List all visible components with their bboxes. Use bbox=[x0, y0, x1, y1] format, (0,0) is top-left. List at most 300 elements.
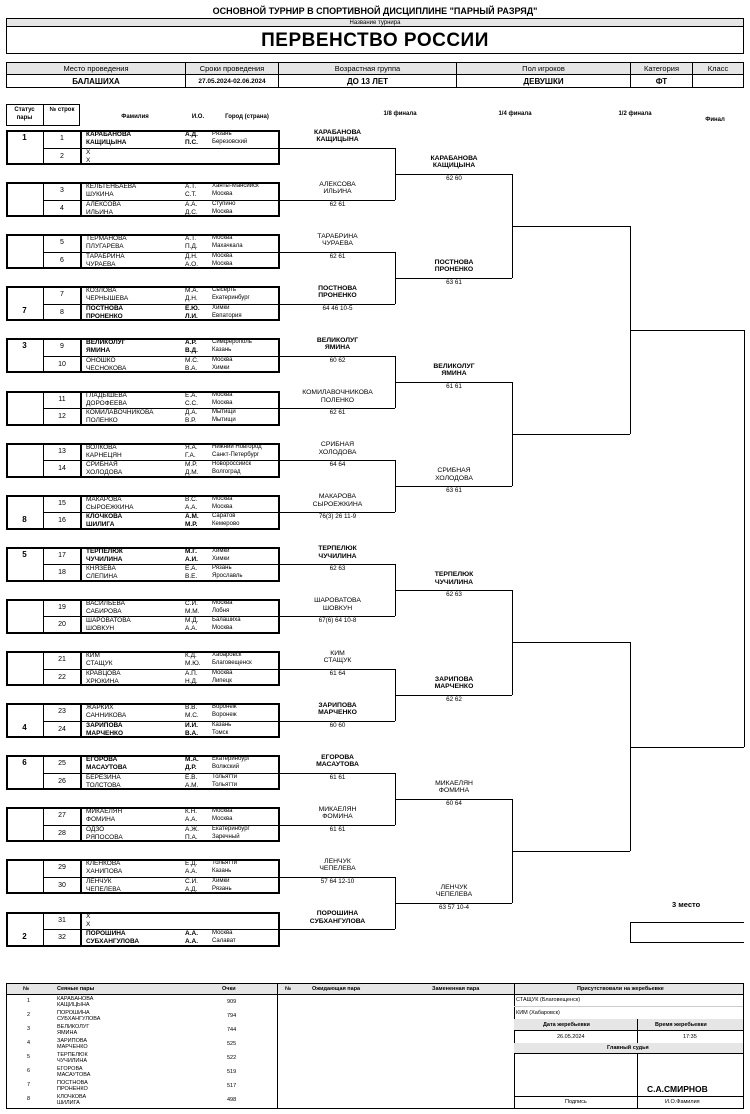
r16-score: 60 60 bbox=[329, 721, 346, 729]
row-divider bbox=[43, 929, 280, 930]
draw-person: СТАЩУК (Благовещенск) bbox=[516, 997, 581, 1003]
col-status: Статус пары bbox=[14, 107, 35, 121]
player-surname: ТЕРМАНОВА bbox=[86, 235, 127, 243]
player-city: Москва bbox=[212, 356, 233, 363]
player-surname: КАРАБАНОВА bbox=[86, 131, 132, 138]
col-surname: Фамилия bbox=[121, 114, 149, 120]
divider-1 bbox=[277, 984, 278, 1108]
r16-winner: ЗАРИПОВА bbox=[318, 701, 357, 709]
row-number: 13 bbox=[58, 447, 66, 455]
player-initials: М.С. bbox=[185, 356, 199, 364]
seed-pair: ПОСТНОВА bbox=[57, 1080, 88, 1086]
qf-score: 63 61 bbox=[446, 487, 462, 495]
player-surname: ПЛУГАРЕВА bbox=[86, 243, 124, 251]
player-city: Лобня bbox=[212, 607, 230, 614]
line bbox=[514, 1096, 743, 1097]
qf-winner: ВЕЛИКОЛУГ bbox=[433, 362, 475, 370]
row-number: 30 bbox=[58, 881, 66, 889]
player-city: Москва bbox=[212, 260, 233, 267]
player-city: Екатеринбург bbox=[212, 295, 250, 302]
line bbox=[514, 1006, 743, 1007]
col-io: И.О. bbox=[191, 114, 205, 120]
player-city: Липецк bbox=[212, 677, 232, 684]
r16-line bbox=[280, 148, 395, 149]
seed-number: 6 bbox=[27, 1068, 31, 1074]
sign-label: Подпись bbox=[565, 1099, 587, 1105]
seed-pair: КАРАБАНОВА bbox=[57, 996, 94, 1002]
r16-winner: МАКАРОВА bbox=[318, 493, 357, 501]
player-city: Москва bbox=[212, 808, 233, 815]
r16-score: 62 61 bbox=[329, 200, 346, 208]
player-surname: Х bbox=[86, 912, 91, 920]
qf-score: 61 61 bbox=[446, 382, 462, 390]
player-city: Хабаровск bbox=[212, 652, 242, 658]
player-surname: ХОЛОДОВА bbox=[86, 469, 123, 477]
pair-status: 7 bbox=[22, 306, 27, 316]
col-city: Город (страна) bbox=[225, 114, 269, 120]
player-surname: ПОЛЕНКО bbox=[86, 417, 118, 424]
r16-winner: МАРЧЕНКО bbox=[318, 709, 357, 717]
player-initials: Е.Д. bbox=[185, 860, 198, 868]
player-initials: Л.И. bbox=[185, 312, 198, 320]
player-city: Казань bbox=[212, 721, 232, 728]
seed-number: 7 bbox=[27, 1082, 31, 1088]
qf-winner: ФОМИНА bbox=[438, 787, 470, 795]
seed-pair: ВЕЛИКОЛУГ bbox=[57, 1024, 90, 1030]
player-surname: ОНОШКО bbox=[86, 356, 116, 364]
player-surname: ХАНИПОВА bbox=[86, 868, 123, 876]
player-initials: М.Р. bbox=[185, 521, 198, 529]
seed-pair: ЧУЧИЛИНА bbox=[57, 1058, 87, 1064]
seed-points: 744 bbox=[227, 1027, 237, 1033]
info-category: Категория ФТ bbox=[630, 62, 693, 88]
third-place-line-bottom bbox=[630, 942, 744, 943]
player-surname: ФОМИНА bbox=[86, 816, 116, 824]
seed-pair: ШИЛИГА bbox=[57, 1100, 80, 1106]
seed-pair: ЕГОРОВА bbox=[57, 1066, 83, 1072]
seed-points: 517 bbox=[227, 1083, 237, 1089]
r16-winner: СУБХАНГУЛОВА bbox=[309, 917, 366, 925]
player-initials: А.А. bbox=[185, 868, 198, 876]
row-number: 28 bbox=[58, 829, 66, 837]
player-surname: ПОРОШИНА bbox=[86, 930, 126, 937]
player-surname: ДОРОФЕЕВА bbox=[86, 399, 127, 407]
tournament-name-label: Название турнира bbox=[6, 18, 744, 27]
player-surname: САННИКОВА bbox=[86, 712, 127, 720]
player-city: Москва bbox=[212, 191, 233, 198]
r16-winner: ЕГОРОВА bbox=[321, 753, 354, 761]
player-surname: ЕГОРОВА bbox=[86, 756, 118, 764]
player-surname: ШИЛИГА bbox=[86, 521, 115, 529]
player-initials: А.М. bbox=[185, 781, 199, 789]
seed-number: 2 bbox=[27, 1012, 31, 1018]
qf-winner: МАРЧЕНКО bbox=[434, 683, 474, 691]
player-initials: М.Р. bbox=[185, 461, 198, 469]
row-number: 5 bbox=[60, 239, 64, 247]
pair-status: 2 bbox=[22, 931, 27, 941]
player-city: Ярославль bbox=[212, 573, 243, 580]
player-city: Химки bbox=[212, 304, 230, 311]
player-city: Москва bbox=[212, 625, 233, 632]
row-divider bbox=[43, 148, 280, 149]
row-divider bbox=[43, 877, 280, 878]
time-label: Время жеребьевки bbox=[655, 1022, 707, 1028]
player-initials: А.Т. bbox=[185, 183, 197, 191]
r16-winner: ФОМИНА bbox=[322, 813, 353, 821]
row-divider bbox=[43, 616, 280, 617]
row-number: 9 bbox=[60, 343, 64, 351]
player-surname: МИКАЕЛЯН bbox=[86, 808, 123, 816]
col-r16: 1/8 финала bbox=[383, 111, 417, 117]
qf-score: 62 63 bbox=[446, 591, 462, 599]
player-surname: СТАЩУК bbox=[86, 660, 113, 667]
seed-pair: ЯМИНА bbox=[57, 1030, 78, 1036]
player-initials: А.П. bbox=[185, 669, 198, 677]
player-city: Химки bbox=[212, 364, 230, 371]
r16-winner: ПОЛЕНКО bbox=[320, 396, 355, 404]
r16-score: 60 62 bbox=[329, 356, 346, 364]
player-surname: ХРЮКИНА bbox=[86, 677, 119, 685]
row-number: 8 bbox=[60, 308, 64, 316]
player-city: Москва bbox=[212, 252, 233, 259]
player-surname: ВАСИЛЬЕВА bbox=[86, 599, 125, 607]
col-qf: 1/4 финала bbox=[498, 111, 532, 117]
player-surname: ЯМИНА bbox=[86, 347, 111, 355]
player-initials: М.С. bbox=[185, 712, 199, 720]
player-initials: С.Т. bbox=[185, 191, 197, 199]
info-age-group: Возрастная группа ДО 13 ЛЕТ bbox=[278, 62, 457, 88]
player-surname: ИЛЬИНА bbox=[86, 208, 113, 216]
player-surname: Х bbox=[86, 156, 91, 164]
player-city: Химки bbox=[212, 555, 230, 562]
player-city: Москва bbox=[212, 669, 233, 676]
row-number: 24 bbox=[58, 725, 66, 733]
player-city: Москва bbox=[212, 235, 233, 242]
row-number: 17 bbox=[58, 551, 66, 559]
player-initials: М.М. bbox=[185, 607, 200, 615]
row-number: 3 bbox=[60, 187, 64, 195]
player-surname: СЛЕПИНА bbox=[86, 573, 118, 581]
player-initials: П.Д. bbox=[185, 243, 198, 251]
final-connector bbox=[744, 330, 745, 747]
player-city: Москва bbox=[212, 495, 233, 502]
player-initials: Д.С. bbox=[185, 208, 198, 216]
row-divider bbox=[43, 512, 280, 513]
pair-status: 5 bbox=[22, 549, 27, 559]
qf-score: 63 61 bbox=[446, 278, 462, 286]
player-city: Москва bbox=[212, 930, 233, 936]
player-city: Нижний Новгород bbox=[212, 443, 262, 450]
row-number: 10 bbox=[58, 360, 66, 368]
player-city: Волжский bbox=[212, 764, 240, 771]
player-city: Рязань bbox=[212, 131, 232, 137]
seed-pair: ПРОНЕНКО bbox=[57, 1086, 88, 1092]
r16-winner: СТАЩУК bbox=[323, 657, 352, 664]
info-venue: Место проведения БАЛАШИХА bbox=[6, 62, 186, 88]
row-divider bbox=[43, 721, 280, 722]
player-surname: ЧЕПЕЛЕВА bbox=[86, 885, 121, 893]
player-surname: МАКАРОВА bbox=[86, 495, 122, 503]
r16-winner: ШАРОВАТОВА bbox=[314, 597, 361, 605]
player-surname: ПОСТНОВА bbox=[86, 304, 124, 312]
r16-winner: ЛЕНЧУК bbox=[324, 857, 351, 865]
r16-winner: ХОЛОДОВА bbox=[318, 448, 357, 456]
qf-winner: ХОЛОДОВА bbox=[435, 474, 473, 482]
r16-line bbox=[280, 929, 395, 930]
draw-date: 26.05.2024 bbox=[557, 1034, 585, 1040]
seed-pair: ЗАРИПОВА bbox=[57, 1038, 87, 1044]
player-surname: КНЯЗЕВА bbox=[86, 565, 116, 573]
r16-winner: ЧЕПЕЛЕВА bbox=[319, 865, 356, 873]
row-number: 12 bbox=[58, 413, 66, 420]
r16-winner: КИМ bbox=[330, 649, 345, 657]
player-initials: А.О. bbox=[185, 260, 199, 268]
player-surname: КАЩИЦЫНА bbox=[86, 139, 127, 146]
player-initials: А.А. bbox=[185, 625, 198, 633]
r16-score: 61 64 bbox=[329, 669, 346, 677]
sf-line bbox=[512, 434, 630, 435]
r16-winner: КАРАБАНОВА bbox=[313, 128, 362, 136]
player-surname: ЧУРАЕВА bbox=[86, 260, 116, 268]
player-initials: М.Г. bbox=[185, 547, 197, 555]
pair-status: 4 bbox=[22, 723, 27, 733]
player-surname: ЗАРИПОВА bbox=[86, 721, 123, 729]
r16-score: 64 46 10-5 bbox=[322, 304, 353, 312]
third-place-line-top bbox=[630, 922, 744, 923]
player-city: Заречный bbox=[212, 833, 240, 840]
qf-winner: ПОСТНОВА bbox=[434, 258, 474, 266]
player-surname: ТЕРПЕЛЮК bbox=[86, 547, 123, 555]
player-surname: ВЕЛИКОЛУГ bbox=[86, 339, 126, 347]
judge-name: С.А.СМИРНОВ bbox=[647, 1084, 708, 1094]
player-initials: А.М. bbox=[185, 513, 199, 521]
player-initials: В.А. bbox=[185, 729, 198, 737]
player-city: Новороссийск bbox=[212, 461, 252, 468]
player-city: Тольятти bbox=[212, 773, 238, 780]
player-initials: Н.Д. bbox=[185, 677, 198, 685]
r16-winner: ЧУЧИЛИНА bbox=[318, 552, 357, 560]
player-initials: В.Д. bbox=[185, 347, 198, 355]
wait-col-pair: Ожидающая пара bbox=[312, 986, 361, 992]
player-surname: СРИБНАЯ bbox=[86, 461, 118, 469]
player-initials: Е.Ю. bbox=[185, 304, 200, 312]
row-number: 7 bbox=[60, 291, 64, 299]
r16-winner: ВЕЛИКОЛУГ bbox=[316, 336, 359, 344]
player-surname: ВОЛКОВА bbox=[86, 443, 117, 451]
player-city: Казань bbox=[212, 868, 232, 875]
player-initials: Г.А. bbox=[185, 451, 196, 459]
player-city: Волгоград bbox=[212, 469, 241, 476]
player-city: Саратов bbox=[212, 513, 236, 520]
col-final: Финал bbox=[705, 117, 725, 123]
player-surname: ТОЛСТОВА bbox=[86, 781, 121, 789]
player-surname: КОЗЛОВА bbox=[86, 287, 117, 295]
player-city: Химки bbox=[212, 877, 230, 884]
player-surname: ЛЕНЧУК bbox=[86, 877, 112, 885]
seed-pair: ПОРОШИНА bbox=[57, 1010, 90, 1016]
player-initials: П.А. bbox=[185, 833, 198, 841]
player-city: Ханты-Мансийск bbox=[212, 183, 259, 190]
r16-winner: ЧУРАЕВА bbox=[322, 240, 353, 248]
row-number: 18 bbox=[58, 569, 66, 577]
row-number: 21 bbox=[58, 656, 66, 663]
qf-winner: ЛЕНЧУК bbox=[440, 883, 468, 891]
player-city: Рязань bbox=[212, 565, 232, 572]
r16-winner: ТАРАБРИНА bbox=[317, 232, 358, 240]
player-initials: С.И. bbox=[185, 877, 198, 885]
player-initials: А.Д. bbox=[185, 131, 198, 138]
player-city: Рязань bbox=[212, 885, 232, 892]
qf-winner: ЗАРИПОВА bbox=[434, 675, 474, 683]
player-initials: А.Д. bbox=[185, 885, 198, 893]
qf-score: 62 62 bbox=[446, 695, 462, 703]
r16-score: 67(6) 64 10-8 bbox=[318, 617, 357, 625]
player-city: Екатеринбург bbox=[212, 756, 250, 763]
player-initials: А.Р. bbox=[185, 339, 197, 347]
qf-winner: ТЕРПЕЛЮК bbox=[434, 571, 474, 579]
pair-status: 6 bbox=[22, 758, 27, 768]
row-number: 29 bbox=[58, 864, 66, 872]
player-initials: В.А. bbox=[185, 364, 198, 372]
player-initials: Д.Н. bbox=[185, 252, 198, 260]
row-number: 2 bbox=[60, 152, 64, 160]
draw-presence-head: Присутствовали на жеребьевке bbox=[577, 986, 664, 992]
seed-col-pairs: Сеяные пары bbox=[57, 986, 95, 992]
player-city: Воронеж bbox=[212, 712, 237, 719]
line bbox=[514, 1030, 743, 1031]
player-initials: С.И. bbox=[185, 599, 198, 607]
player-city: Благовещенск bbox=[212, 660, 252, 666]
sf-line bbox=[512, 851, 630, 852]
player-surname: МАРЧЕНКО bbox=[86, 729, 124, 737]
player-city: Москва bbox=[212, 399, 233, 406]
row-divider bbox=[43, 669, 280, 670]
seed-points: 794 bbox=[227, 1013, 237, 1019]
seed-number: 1 bbox=[27, 998, 31, 1004]
player-surname: ШОВКУН bbox=[86, 625, 115, 633]
player-initials: М.Ю. bbox=[185, 660, 201, 667]
player-city: Москва bbox=[212, 503, 233, 510]
judge-label: Главный судья bbox=[607, 1045, 649, 1051]
qf-winner: КАРАБАНОВА bbox=[430, 154, 478, 162]
player-surname: КЕЛЬТЕНБАЕВА bbox=[86, 183, 137, 191]
player-city: Салават bbox=[212, 938, 236, 944]
qf-winner: ЯМИНА bbox=[441, 370, 467, 378]
r16-winner: КАЩИЦЫНА bbox=[316, 136, 359, 143]
player-initials: А.А. bbox=[185, 200, 198, 208]
player-initials: М.А. bbox=[185, 756, 199, 764]
player-surname: ШУКИНА bbox=[86, 191, 114, 199]
player-city: Ступино bbox=[212, 200, 236, 207]
wait-col-num: № bbox=[285, 986, 292, 992]
seed-number: 3 bbox=[27, 1026, 31, 1032]
player-surname: ГЛАДЫШЕВА bbox=[86, 391, 127, 399]
info-dates: Сроки проведения 27.05.2024-02.06.2024 bbox=[185, 62, 279, 88]
row-divider bbox=[43, 304, 280, 305]
divider bbox=[637, 1053, 638, 1108]
seed-pair: ТЕРПЕЛЮК bbox=[57, 1052, 88, 1058]
sf-line bbox=[512, 642, 630, 643]
player-initials: Д.М. bbox=[185, 469, 199, 477]
third-place-label: 3 место bbox=[672, 900, 701, 909]
row-number: 23 bbox=[58, 708, 66, 716]
pair-status: 3 bbox=[22, 341, 27, 351]
player-surname: ШАРОВАТОВА bbox=[86, 617, 131, 625]
row-number: 20 bbox=[58, 621, 66, 629]
player-city: Балашиха bbox=[212, 617, 241, 624]
col-num: № строк bbox=[49, 107, 75, 113]
row-number: 1 bbox=[60, 135, 64, 142]
qf-winner: СРИБНАЯ bbox=[437, 467, 471, 475]
r16-score: 62 63 bbox=[329, 565, 346, 573]
seed-points: 498 bbox=[227, 1097, 237, 1103]
qf-score: 62 60 bbox=[446, 174, 462, 182]
player-city: Химки bbox=[212, 547, 230, 554]
row-number: 4 bbox=[60, 204, 64, 212]
row-divider bbox=[43, 252, 280, 253]
player-initials: А.А. bbox=[185, 816, 198, 824]
player-city: Москва bbox=[212, 208, 233, 215]
player-initials: В.С. bbox=[185, 495, 198, 503]
player-surname: РЯПОСОВА bbox=[86, 833, 123, 841]
player-initials: А.Ж. bbox=[185, 825, 199, 833]
player-city: Березовский bbox=[212, 139, 248, 145]
seed-pair: СУБХАНГУЛОВА bbox=[57, 1016, 101, 1022]
r16-winner: ИЛЬИНА bbox=[323, 188, 352, 196]
r16-score: 64 64 bbox=[329, 461, 346, 469]
player-surname: АЛЕКСОВА bbox=[86, 200, 121, 208]
seed-points: 522 bbox=[227, 1055, 237, 1061]
sf-line bbox=[512, 226, 630, 227]
player-surname: БЕРЕЗИНА bbox=[86, 773, 121, 781]
r16-winner: ПОРОШИНА bbox=[316, 910, 359, 917]
row-number: 14 bbox=[58, 465, 66, 473]
date-label: Дата жеребьевки bbox=[543, 1022, 590, 1028]
player-city: Тольятти bbox=[212, 781, 238, 788]
player-city: Евпатория bbox=[212, 312, 242, 319]
row-divider bbox=[43, 564, 280, 565]
player-initials: А.А. bbox=[185, 938, 198, 945]
player-initials: А.А. bbox=[185, 503, 198, 511]
player-surname: КИМ bbox=[86, 652, 100, 659]
replaced-col-pair: Замененная пара bbox=[432, 986, 480, 992]
row-number: 25 bbox=[58, 760, 66, 768]
r16-score: 76(3) 26 11-9 bbox=[318, 513, 357, 521]
r16-score: 61 61 bbox=[329, 825, 346, 833]
player-city: Томск bbox=[212, 729, 229, 736]
draw-person: КИМ (Хабаровск) bbox=[516, 1010, 560, 1016]
player-initials: И.И. bbox=[185, 721, 198, 729]
pair-status: 8 bbox=[22, 514, 27, 524]
player-city: Мытищи bbox=[212, 417, 236, 423]
player-surname: КРАВЦОВА bbox=[86, 669, 121, 677]
seed-pair: КАЩИЦЫНА bbox=[57, 1002, 90, 1008]
player-initials: Д.А. bbox=[185, 409, 198, 416]
player-initials: А.И. bbox=[185, 555, 198, 563]
tournament-name: ПЕРВЕНСТВО РОССИИ bbox=[6, 27, 744, 54]
seed-number: 5 bbox=[27, 1054, 31, 1060]
player-surname: КЛОЧКОВА bbox=[86, 513, 123, 521]
player-initials: М.А. bbox=[185, 287, 199, 295]
final-line bbox=[630, 747, 744, 748]
seed-points: 519 bbox=[227, 1069, 237, 1075]
row-number: 31 bbox=[58, 916, 66, 924]
player-city: Тольятти bbox=[212, 860, 238, 867]
document-title: ОСНОВНОЙ ТУРНИР В СПОРТИВНОЙ ДИСЦИПЛИНЕ "ПАРНЫЙ РАЗРЯД" bbox=[212, 6, 538, 16]
player-surname: САБИРОВА bbox=[86, 607, 122, 615]
r16-winner: ПРОНЕНКО bbox=[318, 292, 357, 300]
seed-number: 4 bbox=[27, 1040, 31, 1046]
